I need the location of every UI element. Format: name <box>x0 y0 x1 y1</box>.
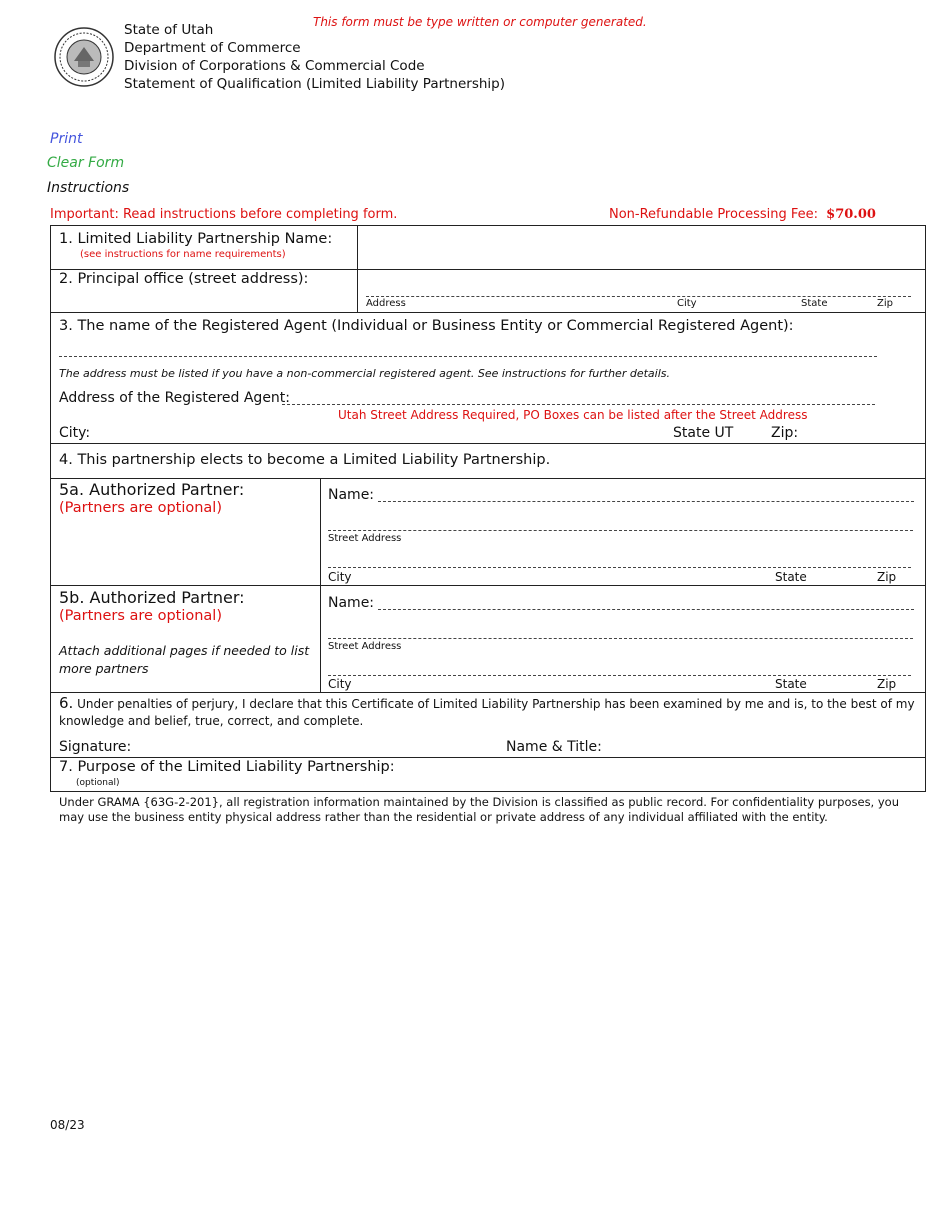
s5b-state-caption: State <box>775 677 807 691</box>
s5a-optional: (Partners are optional) <box>59 500 222 516</box>
typewritten-warning: This form must be type written or computer generated. <box>313 15 647 29</box>
important-notice: Important: Read instructions before completing form. <box>50 207 398 222</box>
s6-signature-label: Signature: <box>59 739 132 755</box>
s4-label: 4. This partnership elects to become a Limited Liability Partnership. <box>59 452 551 468</box>
s5b-attach-note: Attach additional pages if needed to list more partners <box>59 643 310 676</box>
s7-label: 7. Purpose of the Limited Liability Partnership: <box>59 759 395 775</box>
partner-a-street-input[interactable] <box>328 518 913 531</box>
s1-note: (see instructions for name requirements) <box>80 249 286 260</box>
s5b-name-label: Name: <box>328 595 375 611</box>
s2-state-caption: State <box>801 298 828 309</box>
s5a-city-caption: City <box>328 570 352 584</box>
s6-text: Under penalties of perjury, I declare that this Certificate of Limited Liability Partnership has been examined by me and is, to the best of my knowledge and belief, true, correct, and complete. <box>59 697 915 728</box>
partner-b-street-input[interactable] <box>328 626 913 639</box>
partner-b-name-input[interactable] <box>378 597 914 610</box>
s3-city-label: City: <box>59 425 91 441</box>
partnership-name-input[interactable] <box>358 226 924 268</box>
s3-zip-label: Zip: <box>771 425 799 441</box>
fee-label: Non-Refundable Processing Fee: <box>609 207 819 222</box>
s3-label: 3. The name of the Registered Agent (Individual or Business Entity or Commercial Registered Agent): <box>59 318 794 334</box>
header-form-title: Statement of Qualification (Limited Liability Partnership) <box>124 76 506 92</box>
s5b-optional: (Partners are optional) <box>59 608 222 624</box>
s2-zip-caption: Zip <box>877 298 893 309</box>
s5b-title: 5b. Authorized Partner: <box>59 588 245 607</box>
s2-address-caption: Address <box>366 298 406 309</box>
print-link[interactable]: Print <box>50 131 83 147</box>
s5b-zip-caption: Zip <box>877 677 897 691</box>
s6-declaration <box>59 695 921 730</box>
signature-input[interactable] <box>130 737 490 755</box>
s3-note: The address must be listed if you have a non-commercial registered agent. See instructions for further details. <box>59 367 670 380</box>
s5a-zip-caption: Zip <box>877 570 897 584</box>
registered-agent-name-input[interactable] <box>59 344 877 357</box>
s3-address-label: Address of the Registered Agent: <box>59 390 291 406</box>
fee-value: $70.00 <box>826 207 876 222</box>
partner-a-city-input[interactable] <box>328 555 911 568</box>
registered-agent-address-input[interactable] <box>282 392 875 405</box>
s5a-name-label: Name: <box>328 487 375 503</box>
s5a-title: 5a. Authorized Partner: <box>59 480 245 499</box>
s6-name-title-label: Name & Title: <box>506 739 602 755</box>
instructions-link[interactable]: Instructions <box>47 180 130 196</box>
s5a-state-caption: State <box>775 570 807 584</box>
partner-b-city-input[interactable] <box>328 663 911 676</box>
clear-form-link[interactable]: Clear Form <box>47 155 125 171</box>
state-seal-icon <box>54 27 114 87</box>
s5b-city-caption: City <box>328 677 352 691</box>
fee-notice <box>609 207 876 222</box>
s5a-street-caption: Street Address <box>328 533 402 544</box>
purpose-input[interactable] <box>420 759 920 789</box>
s6-number: 6. <box>59 694 74 712</box>
s2-city-caption: City <box>677 298 697 309</box>
header-department: Department of Commerce <box>124 40 301 56</box>
s3-state-label: State UT <box>673 425 734 441</box>
s7-optional: (optional) <box>76 778 120 788</box>
s3-address-note: Utah Street Address Required, PO Boxes can be listed after the Street Address <box>338 408 808 422</box>
partner-a-name-input[interactable] <box>378 489 914 502</box>
name-title-input[interactable] <box>605 737 920 755</box>
grama-notice: Under GRAMA {63G-2-201}, all registration information maintained by the Division is classified as public record. For confidentiality purposes, you may use the business entity physical address rather than the residential or private address of any individual affiliated with the entity. <box>59 795 899 824</box>
s5b-street-caption: Street Address <box>328 641 402 652</box>
form-date: 08/23 <box>50 1118 85 1132</box>
header-state: State of Utah <box>124 22 214 38</box>
principal-office-input[interactable] <box>366 284 911 297</box>
header-division: Division of Corporations & Commercial Code <box>124 58 425 74</box>
s1-label: 1. Limited Liability Partnership Name: <box>59 231 333 247</box>
s2-label: 2. Principal office (street address): <box>59 271 309 287</box>
